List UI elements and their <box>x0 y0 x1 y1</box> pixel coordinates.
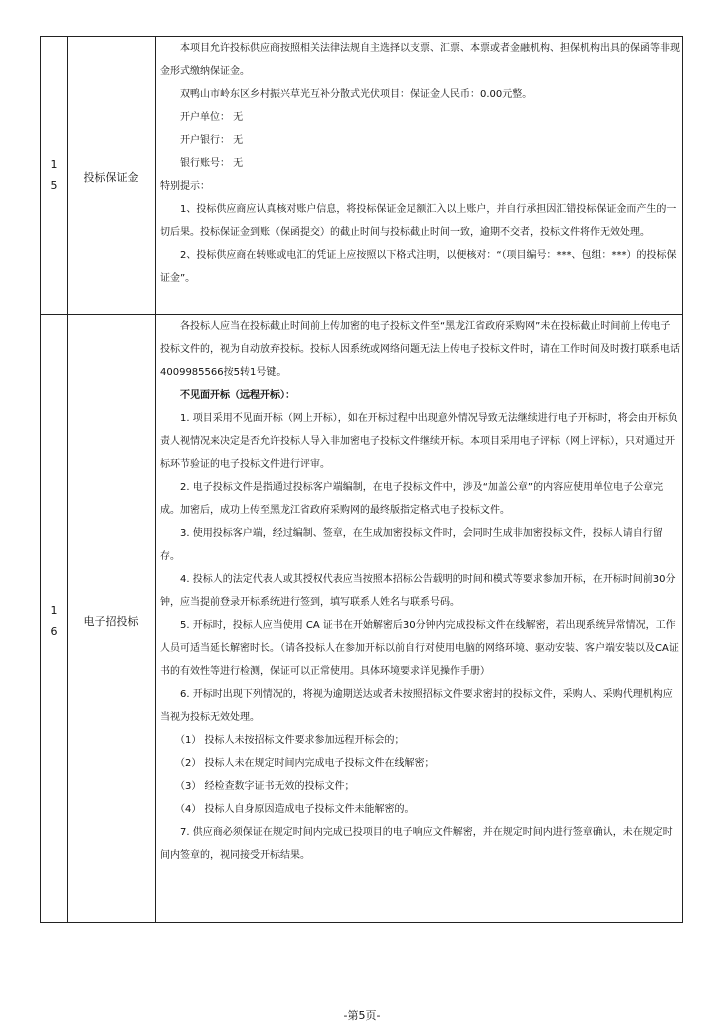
paragraph: 特别提示： <box>160 181 210 192</box>
paragraph: 本项目允许投标供应商按照相关法律法规自主选择以支票、汇票、本票或者金融机构、担保机构出具的保函等非现金形式缴纳保证金。 <box>160 43 680 77</box>
row-number: 1 6 <box>50 604 58 638</box>
row-title-electronic-bidding: 电子招投标 <box>83 615 139 628</box>
paragraph: （4） 投标人自身原因造成电子投标文件未能解密的。 <box>175 804 415 815</box>
column-divider <box>155 37 156 922</box>
page-number: -第5页- <box>343 1009 381 1022</box>
paragraph: （3） 经检查数字证书无效的投标文件； <box>175 781 355 792</box>
paragraph: 双鸭山市岭东区乡村振兴草光互补分散式光伏项目：保证金人民币：0.00元整。 <box>180 89 533 100</box>
row-number: 1 5 <box>50 158 58 192</box>
paragraph: （1） 投标人未按招标文件要求参加远程开标会的； <box>175 735 405 746</box>
row-content-bid-deposit <box>160 37 680 290</box>
paragraph: 2. 电子投标文件是指通过投标客户端编制，在电子投标文件中，涉及“加盖公章”的内容应使用单位电子公章完成。加密后，成功上传至黑龙江省政府采购网的最终版指定格式电子投标文件。 <box>160 482 664 516</box>
row-title-bid-deposit: 投标保证金 <box>83 171 139 184</box>
paragraph: 不见面开标（远程开标）： <box>180 390 295 401</box>
paragraph: （2） 投标人未在规定时间内完成电子投标文件在线解密； <box>175 758 435 769</box>
paragraph: 银行账号： 无 <box>180 158 244 169</box>
paragraph: 开户银行： 无 <box>180 135 244 146</box>
paragraph: 7. 供应商必须保证在规定时间内完成已投项目的电子响应文件解密，并在规定时间内进行签章确认，未在规定时间内签章的，视同接受开标结果。 <box>160 827 673 861</box>
paragraph: 5. 开标时，投标人应当使用 CA 证书在开始解密后30分钟内完成投标文件在线解密，若出现系统异常情况，工作人员可适当延长解密时长。（请各投标人在参加开标以前自行对使用电脑的网络环境、驱动安装、客户端安装以及CA证书的有效性等进行检测，保证可以正常使用。具体环境要求详见操作手册） <box>160 620 679 677</box>
paragraph: 开户单位： 无 <box>180 112 244 123</box>
document-table <box>40 36 683 923</box>
paragraph: 1. 项目采用不见面开标（网上开标），如在开标过程中出现意外情况导致无法继续进行电子开标时，将会由开标负责人视情况来决定是否允许投标人导入非加密电子投标文件继续开标。本项目采用电子评标（网上评标），只对通过开标环节验证的电子投标文件进行评审。 <box>160 413 678 470</box>
paragraph: 6. 开标时出现下列情况的，将视为逾期送达或者未按照招标文件要求密封的投标文件，采购人、采购代理机构应当视为投标无效处理。 <box>160 689 673 723</box>
paragraph: 各投标人应当在投标截止时间前上传加密的电子投标文件至“黑龙江省政府采购网”未在投标截止时间前上传电子投标文件的，视为自动放弃投标。投标人因系统或网络问题无法上传电子投标文件时，请在工作时间及时拨打联系电话4009985566按5转1号键。 <box>160 321 680 378</box>
paragraph: 3. 使用投标客户端，经过编制、签章，在生成加密投标文件时，会同时生成非加密投标文件，投标人请自行留存。 <box>160 528 663 562</box>
paragraph: 4. 投标人的法定代表人或其授权代表应当按照本招标公告载明的时间和模式等要求参加开标，在开标时间前30分钟，应当提前登录开标系统进行签到，填写联系人姓名与联系号码。 <box>160 574 676 608</box>
paragraph: 2、投标供应商在转账或电汇的凭证上应按照以下格式注明，以便核对：“（项目编号：***、包组：***）的投标保证金”。 <box>160 250 677 284</box>
paragraph: 1、投标供应商应认真核对账户信息，将投标保证金足额汇入以上账户，并自行承担因汇错投标保证金而产生的一切后果。投标保证金到账（保函提交）的截止时间与投标截止时间一致，逾期不交者，投标文件将作无效处理。 <box>160 204 677 238</box>
row-content-electronic-bidding <box>160 315 680 867</box>
